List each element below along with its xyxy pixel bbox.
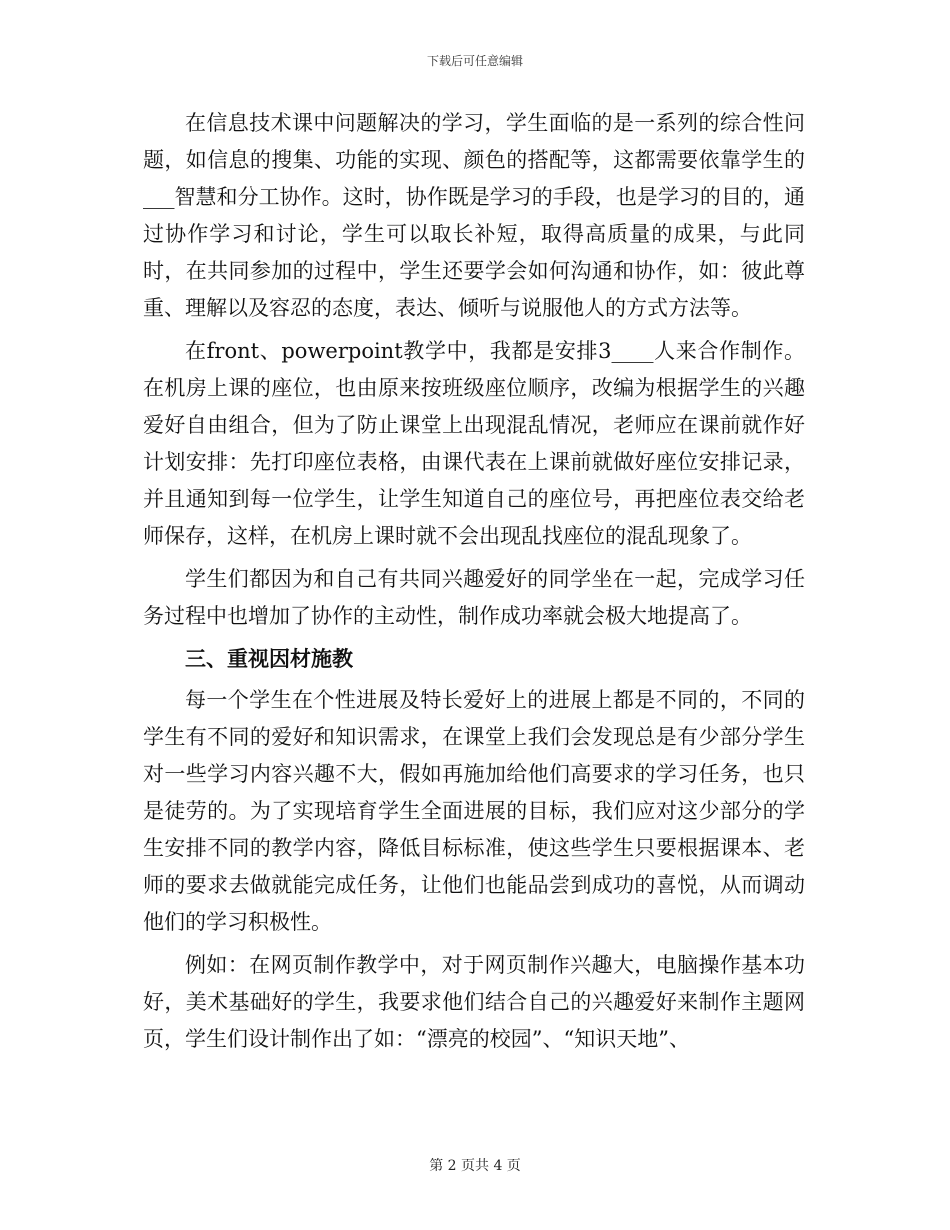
paragraph-interest: 学生们都因为和自己有共同兴趣爱好的同学坐在一起，完成学习任务过程中也增加了协作的主动性，制作成功率就会极大地提高了。: [143, 567, 805, 628]
section-heading: 三、重视因材施教: [185, 647, 353, 671]
document-body: [143, 105, 805, 1064]
paragraph-seating: 在front、powerpoint教学中，我都是安排3____人来合作制作。在机房上课的座位，也由原来按班级座位顺序，改编为根据学生的兴趣爱好自由组合，但为了防止课堂上出现混乱情况，老师应在课前就作好计划安排：先打印座位表格，由课代表在上课前就做好座位安排记录，并且通知到每一位学生，让学生知道自己的座位号，再把座位表交给老师保存，这样，在机房上课时就不会出现乱找座位的混乱现象了。: [143, 339, 805, 548]
paragraph-collaboration: 在信息技术课中问题解决的学习，学生面临的是一系列的综合性问题，如信息的搜集、功能的实现、颜色的搭配等，这都需要依靠学生的___智慧和分工协作。这时，协作既是学习的手段，也是学习的目的，通过协作学习和讨论，学生可以取长补短，取得高质量的成果，与此同时，在共同参加的过程中，学生还要学会如何沟通和协作，如：彼此尊重、理解以及容忍的态度，表达、倾听与说服他人的方式方法等。: [143, 111, 805, 320]
page-footer: 第 2 页共 4 页: [429, 1158, 521, 1174]
paragraph-differentiation: 每一个学生在个性进展及特长爱好上的进展上都是不同的，不同的学生有不同的爱好和知识需求，在课堂上我们会发现总是有少部分学生对一些学习内容兴趣不大，假如再施加给他们高要求的学习任务，也只是徒劳的。为了实现培育学生全面进展的目标，我们应对这少部分的学生安排不同的教学内容，降低目标标准，使这些学生只要根据课本、老师的要求去做就能完成任务，让他们也能品尝到成功的喜悦，从而调动他们的学习积极性。: [143, 688, 805, 934]
page-header: 下载后可任意编辑: [426, 54, 523, 68]
paragraph-example: 例如：在网页制作教学中，对于网页制作兴趣大，电脑操作基本功好，美术基础好的学生，我要求他们结合自己的兴趣爱好来制作主题网页，学生们设计制作出了如：“漂亮的校园”、“知识天地”、: [143, 953, 805, 1051]
